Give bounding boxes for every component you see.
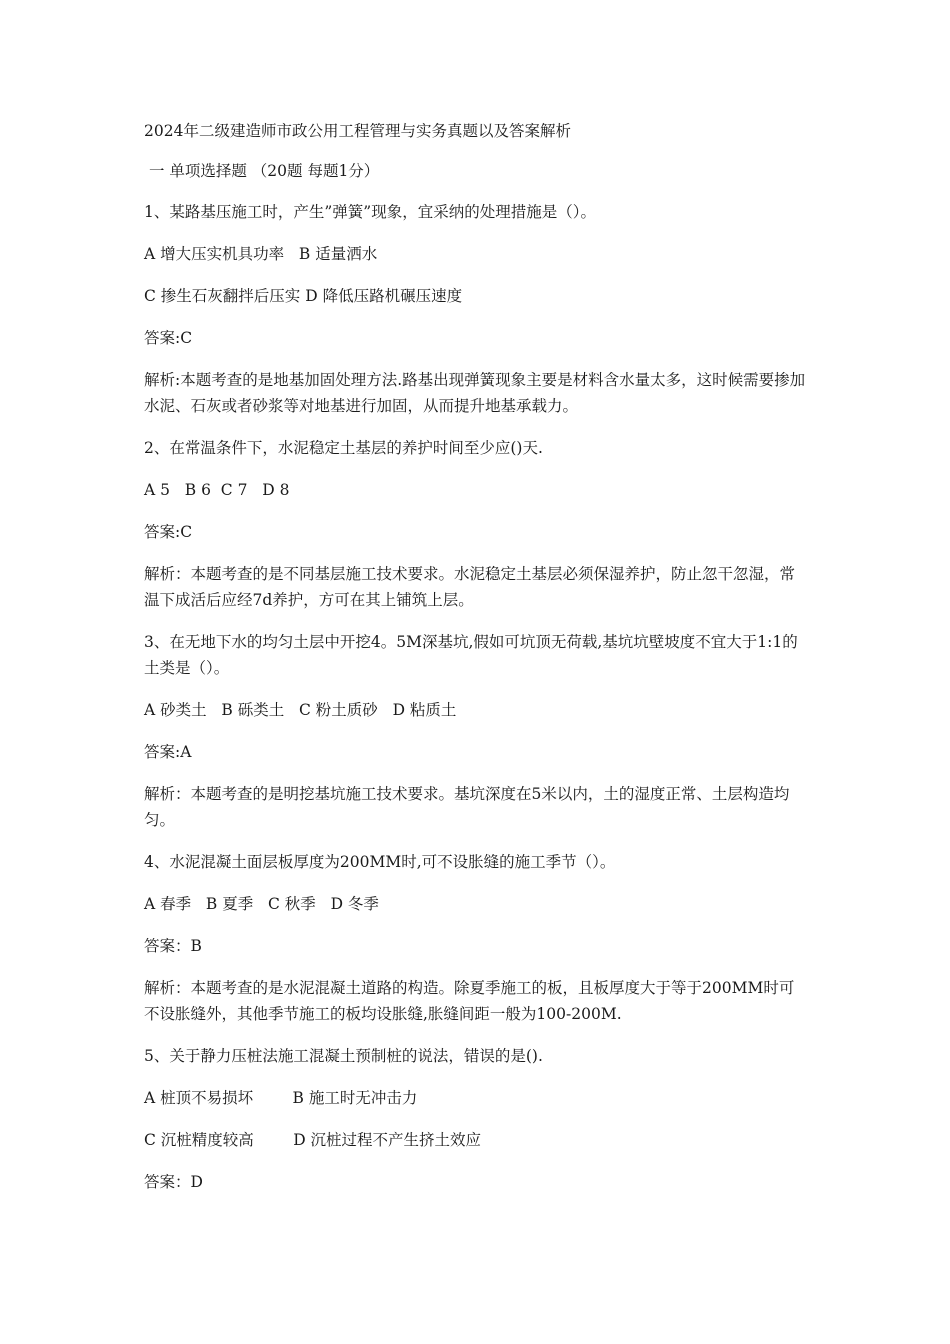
question-block-3: [144, 629, 808, 833]
question-text: 5、关于静力压桩法施工混凝土预制桩的说法，错误的是().: [144, 1047, 543, 1065]
question-block-2: [144, 435, 808, 613]
section-heading: 一 单项选择题 （20题 每题1分）: [144, 162, 380, 180]
question-answer: 答案：B: [144, 937, 202, 955]
question-options: C 沉桩精度较高 D 沉桩过程不产生挤土效应: [144, 1131, 482, 1149]
question-answer: 答案:C: [144, 523, 193, 541]
question-analysis: 解析:本题考查的是地基加固处理方法.路基出现弹簧现象主要是材料含水量太多，这时候需要掺加水泥、石灰或者砂浆等对地基进行加固，从而提升地基承载力。: [144, 371, 806, 415]
document-title: 2024年二级建造师市政公用工程管理与实务真题以及答案解析: [144, 122, 571, 140]
question-text: 2、在常温条件下，水泥稳定土基层的养护时间至少应()天.: [144, 439, 543, 457]
question-options: A 桩顶不易损坏 B 施工时无冲击力: [144, 1089, 418, 1107]
question-options: A 增大压实机具功率 B 适量洒水: [144, 245, 378, 263]
document-page: [144, 118, 808, 1211]
question-analysis: 解析：本题考查的是水泥混凝土道路的构造。除夏季施工的板，且板厚度大于等于200MM时可不设胀缝外，其他季节施工的板均设胀缝,胀缝间距一般为100-200M.: [144, 979, 795, 1023]
question-analysis: 解析：本题考查的是不同基层施工技术要求。水泥稳定土基层必须保湿养护，防止忽干忽湿，常温下成活后应经7d养护，方可在其上铺筑上层。: [144, 565, 796, 609]
question-block-1: [144, 199, 808, 419]
question-answer: 答案:C: [144, 329, 193, 347]
question-options: A 砂类土 B 砾类土 C 粉土质砂 D 粘质土: [144, 701, 457, 719]
question-options: A 春季 B 夏季 C 秋季 D 冬季: [144, 895, 379, 913]
question-text: 1、某路基压施工时，产生”弹簧”现象，宜采纳的处理措施是（）。: [144, 203, 596, 221]
question-answer: 答案:A: [144, 743, 192, 761]
question-options: C 掺生石灰翻拌后压实 D 降低压路机碾压速度: [144, 287, 463, 305]
question-options: A 5 B 6 C 7 D 8: [144, 481, 290, 499]
question-block-5: [144, 1043, 808, 1195]
question-answer: 答案：D: [144, 1173, 203, 1191]
question-text: 3、在无地下水的均匀土层中开挖4。5M深基坑,假如可坑顶无荷载,基坑坑壁坡度不宜大于1:1的土类是（）。: [144, 633, 798, 677]
question-analysis: 解析：本题考查的是明挖基坑施工技术要求。基坑深度在5米以内，土的湿度正常、土层构造均匀。: [144, 785, 790, 829]
question-text: 4、水泥混凝土面层板厚度为200MM时,可不设胀缝的施工季节（）。: [144, 853, 616, 871]
question-block-4: [144, 849, 808, 1027]
